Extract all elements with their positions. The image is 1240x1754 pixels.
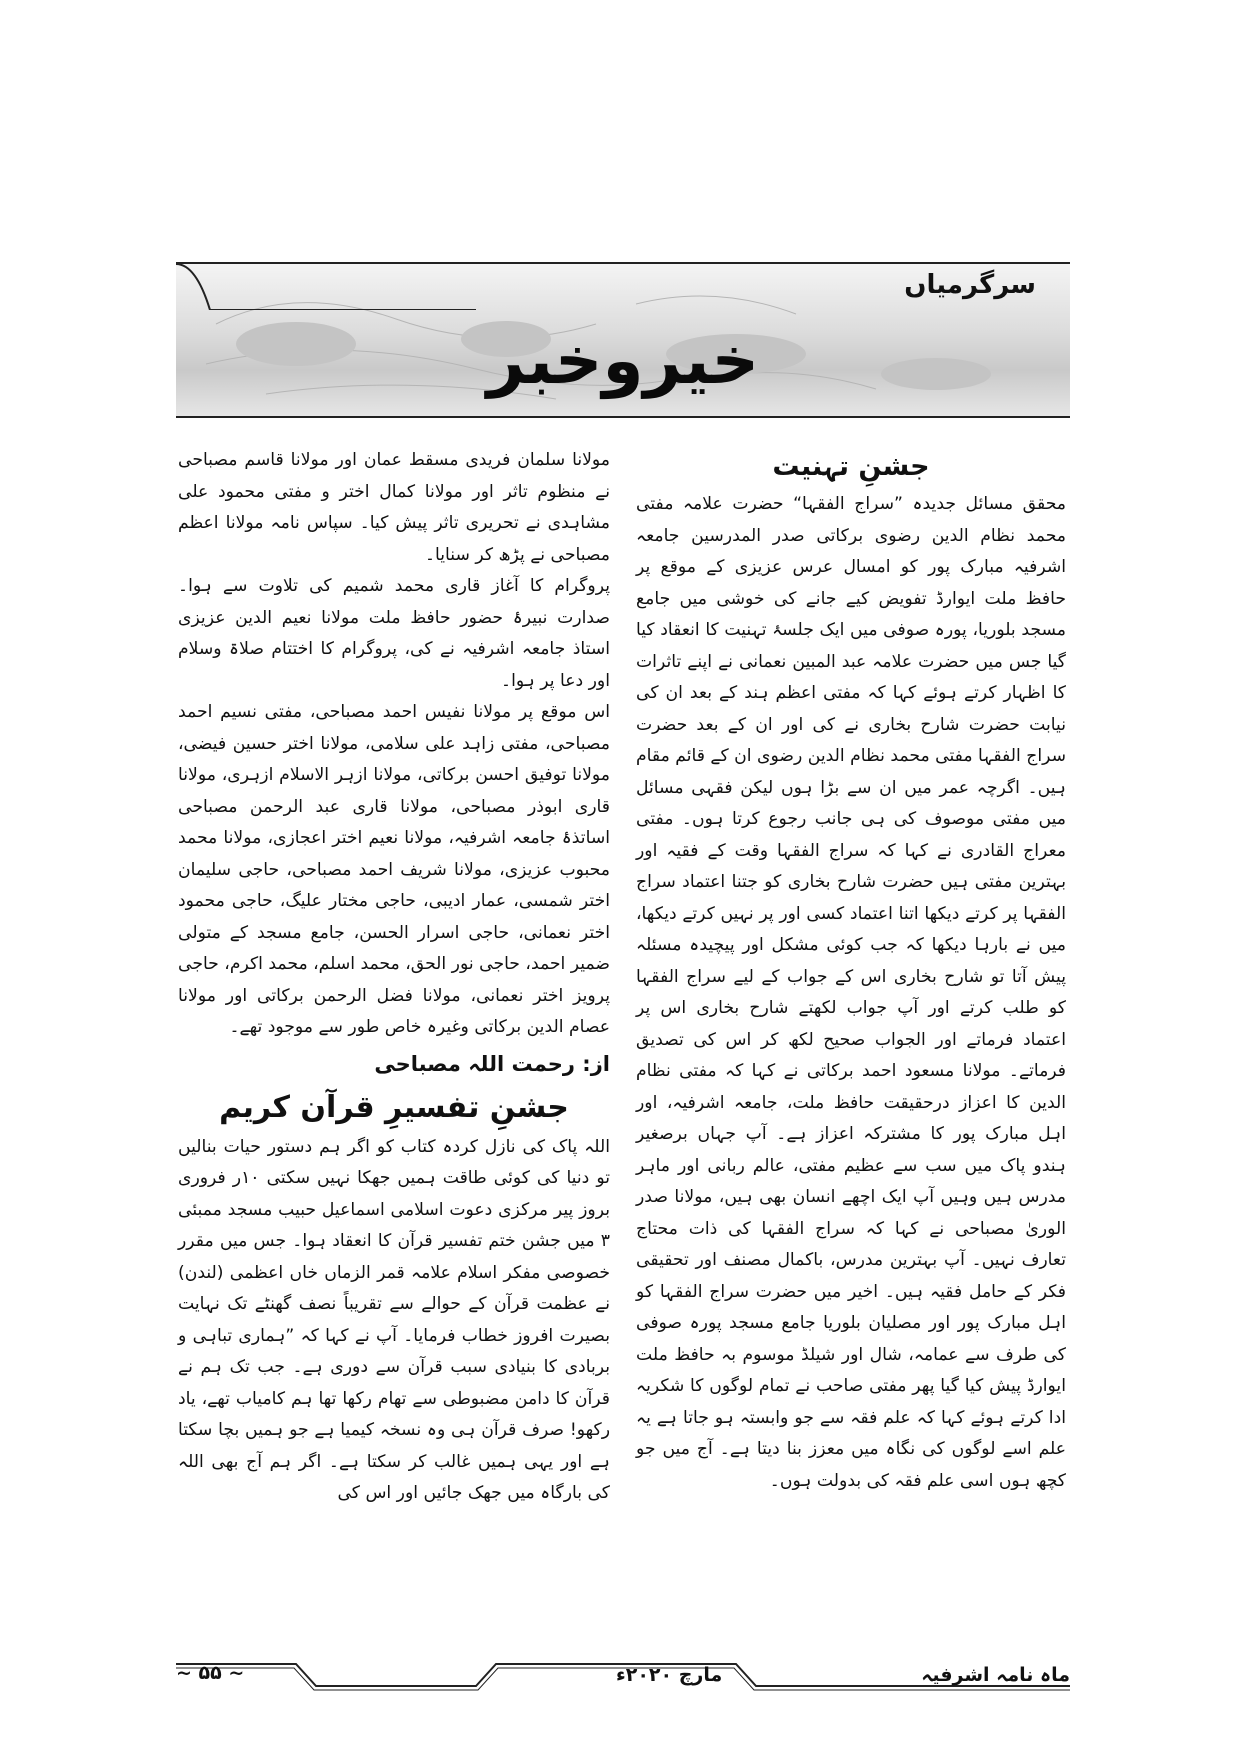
left-paragraph-1: مولانا سلمان فریدی مسقط عمان اور مولانا قاسم مصباحی نے منظوم تاثر اور مولانا کمال اختر و مفتی محمود علی مشاہدی نے تحریری تاثر پیش کیا۔ سپاس نامہ مولانا اعظم مصباحی نے پڑھ کر سنایا۔: [178, 450, 610, 565]
page-title: خیروخبر: [486, 322, 760, 399]
right-column: [636, 445, 1066, 1497]
byline: از: رحمت اللہ مصباحی: [374, 1051, 610, 1076]
right-heading: جشنِ تہنیت: [772, 451, 930, 482]
header-banner: [176, 262, 1070, 418]
left-column: [178, 445, 610, 1510]
right-paragraph: محقق مسائل جدیدہ ”سراج الفقہا“ حضرت علامہ مفتی محمد نظام الدین رضوی برکاتی صدر المدرسین جامعہ اشرفیہ مبارک پور کو امسال عرس عزیزی کے موقع پر حافظ ملت ایوارڈ تفویض کیے جانے کی خوشی میں جامع مسجد بلوریا، پورہ صوفی میں ایک جلسۂ تہنیت کا انعقاد کیا گیا جس میں حضرت علامہ عبد المبین نعمانی نے اپنے تاثرات کا اظہار کرتے ہوئے کہا کہ مفتی اعظم ہند کے بعد ان کی نیابت حضرت شارح بخاری نے کی اور ان کے بعد حضرت سراج الفقہا مفتی محمد نظام الدین رضوی ان کے قائم مقام ہیں۔ اگرچہ عمر میں ان سے بڑا ہوں لیکن فقہی مسائل میں مفتی موصوف کی ہی جانب رجوع کرتا ہوں۔ مفتی معراج القادری نے کہا کہ سراج الفقہا وقت کے فقیہ اور بہترین مفتی ہیں حضرت شارح بخاری کو جتنا اعتماد سراج الفقہا پر کرتے دیکھا اتنا اعتماد کسی اور پر نہیں کرتے دیکھا، میں نے بارہا دیکھا کہ جب کوئی مشکل اور پیچیدہ مسئلہ پیش آتا تو شارح بخاری اس کے جواب کے لیے سراج الفقہا کو طلب کرتے اور آپ جواب لکھتے شارح بخاری اس پر اعتماد فرماتے اور الجواب صحیح لکھ کر اس کی تصدیق فرماتے۔ مولانا مسعود احمد برکاتی نے کہا کہ مفتی نظام الدین کا اعزاز درحقیقت حافظ ملت، جامعہ اشرفیہ، اور اہل مبارک پور کا مشترکہ اعزاز ہے۔ آپ جہاں برصغیر ہندو پاک میں سب سے عظیم مفتی، عالم ربانی اور ماہر مدرس ہیں وہیں آپ ایک اچھے انسان بھی ہیں، مولانا صدر الوریٰ مصباحی نے کہا کہ سراج الفقہا کی ذات محتاج تعارف نہیں۔ آپ بہترین مدرس، باکمال مصنف اور تحقیقی فکر کے حامل فقیہ ہیں۔ اخیر میں حضرت سراج الفقہا کو اہل مبارک پور اور مصلیان بلوریا جامع مسجد پورہ صوفی کی طرف سے عمامہ، شال اور شیلڈ موسوم بہ حافظ ملت ایوارڈ پیش کیا گیا پھر مفتی صاحب نے تمام لوگوں کا شکریہ ادا کرتے ہوئے کہا کہ علم فقہ سے جو وابستہ ہو جاتا ہے یہ علم اسے لوگوں کی نگاہ میں معزز بنا دیتا ہے۔ آج میں جو کچھ ہوں اسی علم فقہ کی بدولت ہوں۔: [636, 494, 1066, 1491]
footer-bar: [176, 1660, 1070, 1704]
footer-date: مارچ ۲۰۲۰ء: [616, 1664, 723, 1686]
left-paragraph-3: اس موقع پر مولانا نفیس احمد مصباحی، مفتی نسیم احمد مصباحی، مفتی زاہد علی سلامی، مولانا اختر حسین فیضی، مولانا توفیق احسن برکاتی، مولانا ازہر الاسلام ازہری، مولانا قاری ابوذر مصباحی، مولانا قاری عبد الرحمن مصباحی اساتذۂ جامعہ اشرفیہ، مولانا نعیم اختر اعجازی، مولانا محمد محبوب عزیزی، مولانا شریف احمد مصباحی، حاجی سلیمان اختر شمسی، عمار ادیبی، حاجی مختار علیگ، حاجی محمود اختر نعمانی، حاجی اسرار الحسن، جامع مسجد کے متولی ضمیر احمد، حاجی نور الحق، محمد اسلم، محمد اکرم، حاجی پرویز اختر نعمانی، مولانا فضل الرحمن برکاتی اور مولانا عصام الدین برکاتی وغیرہ خاص طور سے موجود تھے۔: [178, 702, 610, 1037]
left-paragraph-4: اللہ پاک کی نازل کردہ کتاب کو اگر ہم دستور حیات بنالیں تو دنیا کی کوئی طاقت ہمیں جھکا نہیں سکتی ۱۰ر فروری بروز پیر مرکزی دعوت اسلامی اسماعیل حبیب مسجد ممبئی ۳ میں جشن ختم تفسیر قرآن کا انعقاد ہوا۔ جس میں مقرر خصوصی مفکر اسلام علامہ قمر الزماں خاں اعظمی (لندن) نے عظمت قرآن کے حوالے سے تقریباً نصف گھنٹے تک نہایت بصیرت افروز خطاب فرمایا۔ آپ نے کہا کہ ”ہماری تباہی و بربادی کا بنیادی سبب قرآن سے دوری ہے۔ جب تک ہم نے قرآن کا دامن مضبوطی سے تھام رکھا تھا ہم کامیاب تھے، یاد رکھو! صرف قرآن ہی وہ نسخہ کیمیا ہے جو ہمیں بچا سکتا ہے اور یہی ہمیں غالب کر سکتا ہے۔ اگر ہم آج بھی اللہ کی بارگاہ میں جھک جائیں اور اس کی: [178, 1136, 610, 1503]
section-tab-shape: [176, 264, 476, 310]
section-label: سرگرمیاں: [904, 270, 1036, 300]
footer-page-number: ~ ۵۵ ~: [176, 1662, 245, 1684]
left-heading-2: جشنِ تفسیرِ قرآن کریم: [219, 1089, 569, 1125]
footer-magazine: ماہ نامہ اشرفیہ: [921, 1664, 1070, 1686]
left-paragraph-2: پروگرام کا آغاز قاری محمد شمیم کی تلاوت سے ہوا۔ صدارت نبیرۂ حضور حافظ ملت مولانا نعیم الدین عزیزی استاذ جامعہ اشرفیہ نے کی، پروگرام کا اختتام صلاۃ وسلام اور دعا پر ہوا۔: [178, 576, 610, 691]
